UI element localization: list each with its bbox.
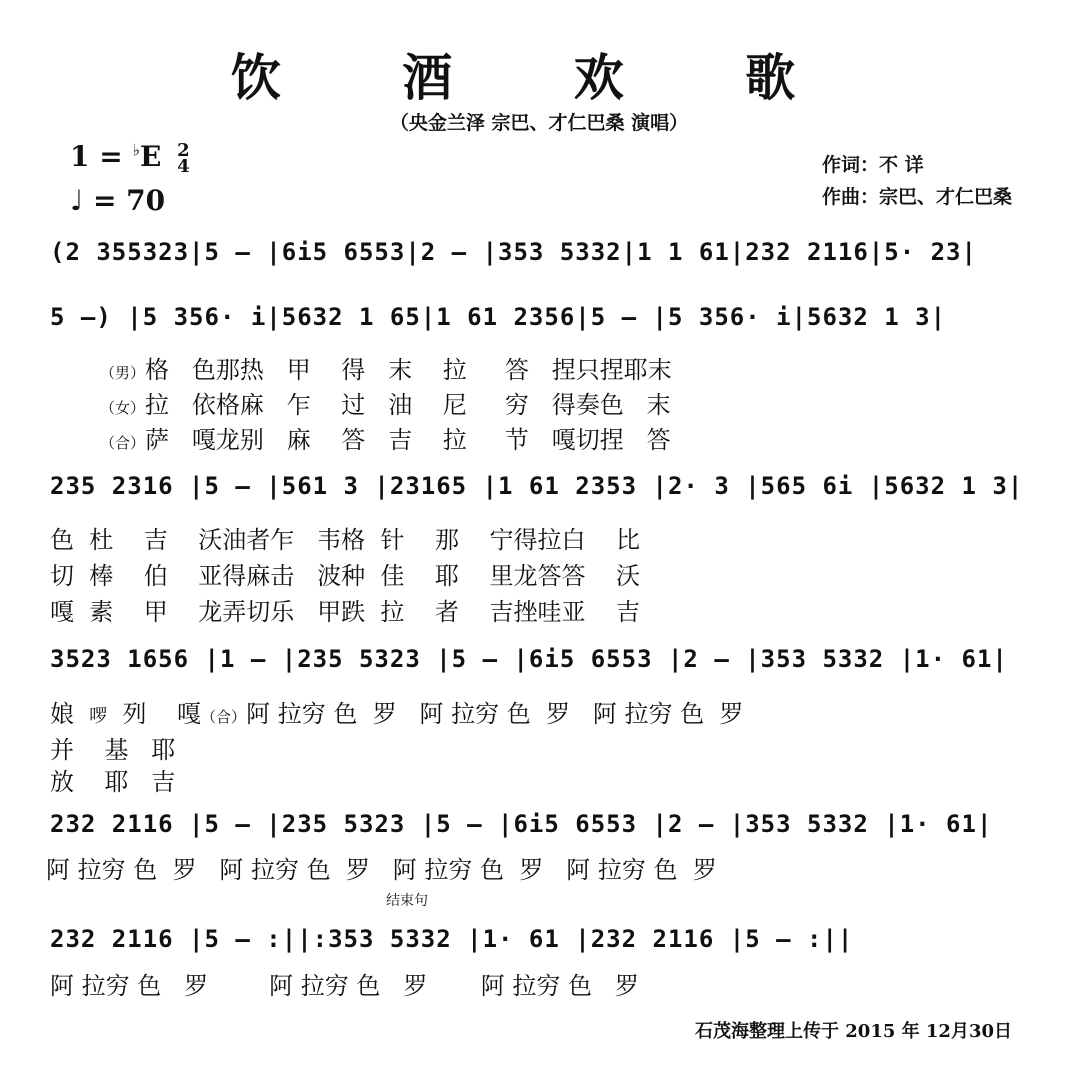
- lyrics-line-3a: 色 杜 吉 沃油者乍 韦格 针 那 宁得拉白 比: [50, 526, 640, 554]
- lyrics-line-4b: 并 基 耶: [50, 736, 176, 764]
- lyric-niang: 娘: [50, 700, 74, 728]
- lyric-luo: 啰: [89, 706, 108, 727]
- composer-credit: 作曲：宗巴、才仁巴桑: [822, 186, 1013, 208]
- chorus-tag: （合）: [100, 434, 146, 452]
- lyrics-line-5: 阿 拉穷 色 罗 阿 拉穷 色 罗 阿 拉穷 色 罗 阿 拉穷 色 罗: [46, 856, 717, 884]
- key-prefix: 1 =: [70, 140, 133, 173]
- lyricist-credit: 作词：不 详: [822, 154, 924, 176]
- lyric-lie-ga: 列 嘎: [122, 700, 202, 728]
- lyrics-chorus-text: 萨 嘎龙别 麻 答 吉 拉 节 嘎切捏 答: [145, 426, 671, 454]
- lyrics-male: [100, 350, 672, 385]
- lyrics-line-6: 阿 拉穷 色 罗 阿 拉穷 色 罗 阿 拉穷 色 罗: [50, 972, 639, 1000]
- ending-label: 结束句: [386, 893, 428, 909]
- song-title: 饮 酒 欢 歌: [230, 48, 848, 107]
- upload-credit: 石茂海整理上传于 2015 年 12月30日: [695, 1021, 1012, 1042]
- key-note: E: [140, 140, 162, 173]
- score-line-6: 232 2116 |5 – :||:353 5332 |1· 61 |232 2116 |5 – :||: [50, 925, 854, 953]
- performers-subtitle: （央金兰泽 宗巴、才仁巴桑 演唱）: [389, 112, 689, 134]
- time-signature-bottom: 4: [177, 155, 190, 177]
- chorus-tag-2: （合）: [201, 708, 247, 726]
- quarter-note-icon: ♩: [70, 184, 84, 217]
- time-signature: [177, 139, 190, 177]
- lyrics-male-text: 格 色那热 甲 得 末 拉 答 捏只捏耶末: [145, 356, 672, 384]
- male-tag: （男）: [100, 364, 146, 382]
- score-line-5: 232 2116 |5 – |235 5323 |5 – |6i5 6553 |2 – |353 5332 |1· 61|: [50, 810, 993, 838]
- lyrics-line-4c: 放 耶 吉: [50, 768, 176, 796]
- lyrics-chorus: [100, 420, 671, 455]
- lyrics-female: [100, 385, 671, 420]
- tempo-value: = 70: [92, 184, 166, 217]
- score-line-4: 3523 1656 |1 – |235 5323 |5 – |6i5 6553 |2 – |353 5332 |1· 61|: [50, 645, 1008, 673]
- lyrics-line-3b: 切 棒 伯 亚得麻击 波种 佳 耶 里龙答答 沃: [50, 562, 640, 590]
- lyric-refrain: 阿 拉穷 色 罗 阿 拉穷 色 罗 阿 拉穷 色 罗: [246, 700, 744, 728]
- time-signature-top: 2: [177, 139, 190, 161]
- score-line-2: 5 –) |5 356· i|5632 1 65|1 61 2356|5 – |5 356· i|5632 1 3|: [50, 303, 947, 331]
- lyrics-female-text: 拉 依格麻 乍 过 油 尼 穷 得奏色 末: [145, 391, 671, 419]
- score-line-3: 235 2316 |5 – |561 3 |23165 |1 61 2353 |2· 3 |565 6i |5632 1 3|: [50, 472, 1024, 500]
- key-signature: [70, 140, 190, 175]
- female-tag: （女）: [100, 399, 146, 417]
- lyrics-line-4a: [50, 694, 743, 729]
- tempo-marking: [70, 184, 165, 217]
- lyrics-line-3c: 嘎 素 甲 龙弄切乐 甲跌 拉 者 吉挫哇亚 吉: [50, 598, 640, 626]
- score-line-1: (2 355323|5 – |6i5 6553|2 – |353 5332|1 1 61|232 2116|5· 23|: [50, 238, 977, 266]
- flat-icon: ♭: [132, 140, 140, 160]
